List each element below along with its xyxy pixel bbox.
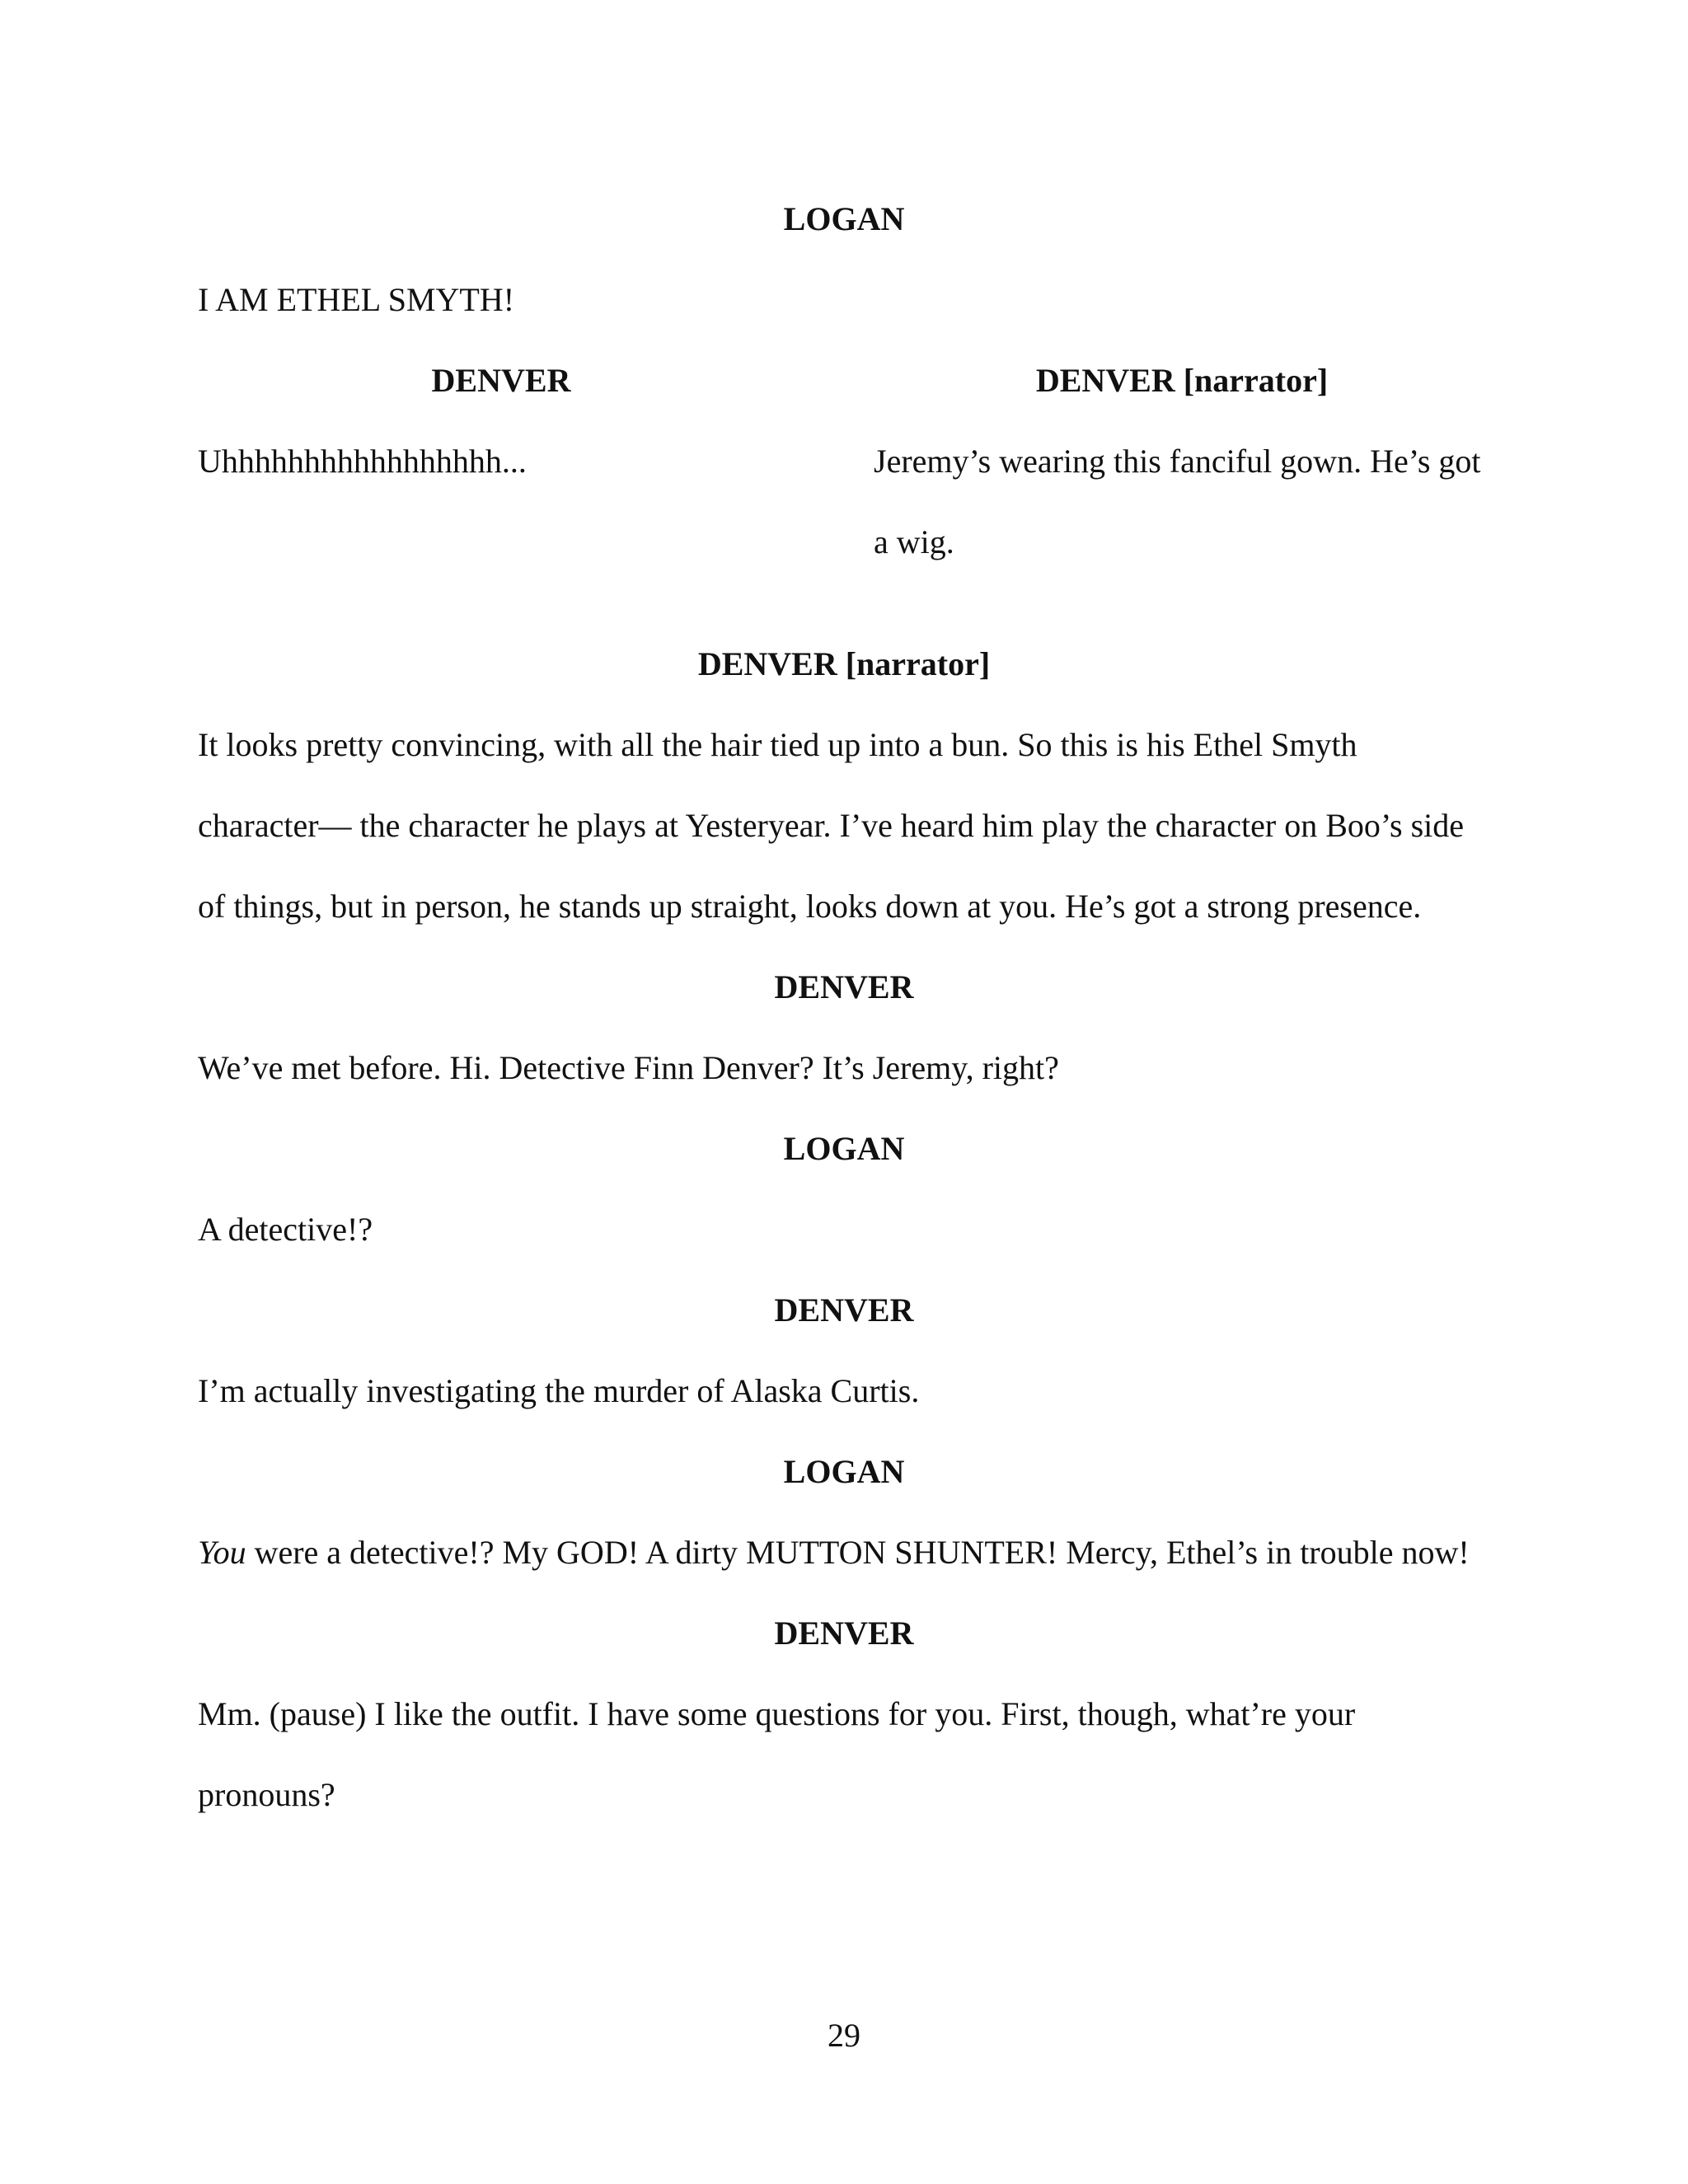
speaker-name: LOGAN — [783, 1453, 905, 1490]
dialogue-line: We’ve met before. Hi. Detective Finn Denver? It’s Jeremy, right? — [198, 1049, 1059, 1086]
dialogue-line: character— the character he plays at Yesteryear. I’ve heard him play the character on Boo’s side — [198, 807, 1464, 844]
speaker-name: LOGAN — [783, 1130, 905, 1167]
dialogue-line — [198, 1533, 1470, 1572]
dialogue-line-right: Jeremy’s wearing this fanciful gown. He’s got — [874, 443, 1481, 480]
speaker-name-right: DENVER [narrator] — [1035, 362, 1329, 399]
speaker-name: DENVER [narrator] — [697, 645, 991, 682]
speaker-name: DENVER — [774, 1615, 914, 1652]
speaker-name: DENVER — [774, 968, 914, 1005]
speaker-name-left: DENVER — [431, 362, 571, 399]
dialogue-line: A detective!? — [198, 1211, 373, 1248]
dialogue-text: were a detective!? My GOD! A dirty MUTTON SHUNTER! Mercy, Ethel’s in trouble now! — [246, 1534, 1470, 1571]
dialogue-line: Mm. (pause) I like the outfit. I have some questions for you. First, though, what’re your — [198, 1695, 1356, 1732]
dialogue-line-left: Uhhhhhhhhhhhhhhhhh... — [198, 443, 527, 480]
dialogue-line: It looks pretty convincing, with all the hair tied up into a bun. So this is his Ethel Smyth — [198, 726, 1357, 763]
page-number: 29 — [828, 2017, 860, 2054]
dialogue-line: I’m actually investigating the murder of Alaska Curtis. — [198, 1372, 920, 1409]
dialogue-line: I AM ETHEL SMYTH! — [198, 281, 515, 318]
dialogue-line-right: a wig. — [874, 523, 954, 560]
dialogue-line: of things, but in person, he stands up straight, looks down at you. He’s got a strong presence. — [198, 888, 1422, 925]
dialogue-line: pronouns? — [198, 1776, 335, 1813]
speaker-name: LOGAN — [783, 200, 905, 237]
speaker-name: DENVER — [774, 1291, 914, 1329]
emphasized-word: You — [198, 1534, 246, 1571]
